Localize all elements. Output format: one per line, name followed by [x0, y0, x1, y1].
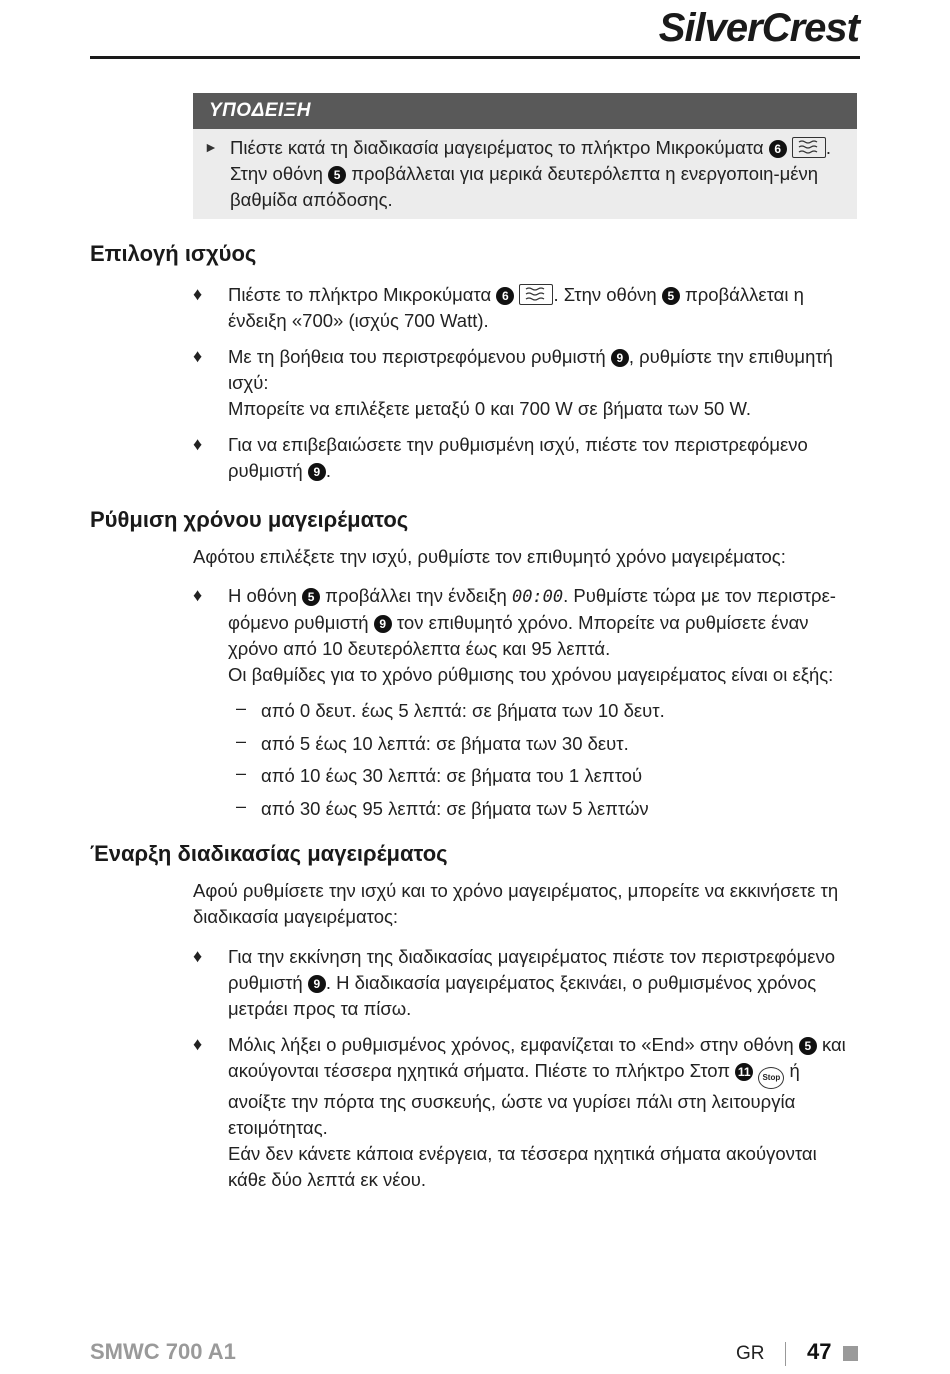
- part-number-badge: 5: [799, 1037, 817, 1055]
- microwave-key-icon: [519, 284, 553, 305]
- part-number-badge: 6: [496, 287, 514, 305]
- part-number-badge: 11: [735, 1063, 753, 1081]
- footer-square-icon: [843, 1346, 858, 1361]
- note-title: ΥΠΟΔΕΙΞΗ: [193, 93, 857, 129]
- display-readout: 00:00: [511, 587, 564, 607]
- header-rule: [90, 56, 860, 59]
- list-item: από 30 έως 95 λεπτά: σε βήματα των 5 λεπτών: [261, 798, 649, 819]
- footer-divider: [785, 1342, 786, 1366]
- part-number-badge: 9: [308, 975, 326, 993]
- arrow-bullet-icon: ►: [204, 139, 218, 155]
- footer-model: SMWC 700 A1: [90, 1339, 236, 1364]
- part-number-badge: 9: [308, 463, 326, 481]
- list-item: από 0 δευτ. έως 5 λεπτά: σε βήματα των 10 δευτ.: [261, 700, 665, 721]
- section-intro: Αφού ρυθμίσετε την ισχύ και το χρόνο μαγειρέματος, μπορείτε να εκκινήσετε τη διαδικασία μαγειρέματος:: [193, 880, 839, 927]
- dash-bullet-icon: –: [236, 731, 247, 751]
- part-number-badge: 5: [662, 287, 680, 305]
- section-heading-power: Επιλογή ισχύος: [90, 241, 257, 266]
- diamond-bullet-icon: ♦: [193, 946, 203, 966]
- diamond-bullet-icon: ♦: [193, 1034, 203, 1054]
- list-item: Πιέστε το πλήκτρο Μικροκύματα 6 . Στην οθόνη 5 προβάλλεται η ένδειξη «700» (ισχύς 700 Watt).: [228, 284, 804, 331]
- note-box: [193, 93, 857, 219]
- brand-logo: SilverCrest: [658, 6, 859, 50]
- microwave-key-icon: [792, 137, 826, 158]
- list-item: από 5 έως 10 λεπτά: σε βήματα των 30 δευτ.: [261, 733, 629, 754]
- list-item: Για να επιβεβαιώσετε την ρυθμισμένη ισχύ, πιέστε τον περιστρεφόμενο ρυθμιστή 9 .: [228, 434, 808, 481]
- list-item: Για την εκκίνηση της διαδικασίας μαγειρέματος πιέστε τον περιστρεφόμενο ρυθμιστή 9 . Η διαδικασία μαγειρέματος ξεκινάει, ο ρυθμισμένος χρόνος μετράει προς τα πίσω.: [228, 946, 836, 1019]
- stop-key-icon: Stop: [758, 1067, 784, 1089]
- section-heading-cooking-time: Ρύθμιση χρόνου μαγειρέματος: [90, 507, 409, 532]
- diamond-bullet-icon: ♦: [193, 284, 203, 304]
- dash-bullet-icon: –: [236, 796, 247, 816]
- part-number-badge: 9: [611, 349, 629, 367]
- list-item: Μόλις λήξει ο ρυθμισμένος χρόνος, εμφανίζεται το «End» στην οθόνη 5 και ακούγονται τέσσερα ηχητικά σήματα. Πιέστε το πλήκτρο Στοπ 11 Stop ή ανοίξτε την πόρτα της συσκευής, ώστε να γυρίσει πάλι στη λειτουργία ετοιμότητας. Εάν δεν κάνετε κάποια ενέργεια, τα τέσσερα ηχητικά σήματα ακούγονται κάθε δύο λεπτά εκ νέου.: [228, 1034, 846, 1190]
- diamond-bullet-icon: ♦: [193, 346, 203, 366]
- page-number: 47: [807, 1339, 832, 1364]
- list-item: Η οθόνη 5 προβάλλει την ένδειξη 00:00. Ρυθμίστε τώρα με τον περιστρε-φόμενο ρυθμιστή 9 τον επιθυμητό χρόνο. Μπορείτε να ρυθμίσετε έναν χρόνο από 10 δευτερόλεπτα έως και 95 λεπτά. Οι βαθμίδες για το χρόνο ρύθμισης του χρόνου μαγειρέματος είναι οι εξής:: [228, 585, 836, 685]
- note-text: Πιέστε κατά τη διαδικασία μαγειρέματος το πλήκτρο Μικροκύματα 6 . Στην οθόνη 5 προβάλλεται για μερικά δευτερόλεπτα η ενεργοποιη-μένη βαθμίδα απόδοσης.: [230, 137, 831, 210]
- diamond-bullet-icon: ♦: [193, 585, 203, 605]
- list-item: από 10 έως 30 λεπτά: σε βήματα του 1 λεπτού: [261, 765, 643, 786]
- list-item: Με τη βοήθεια του περιστρεφόμενου ρυθμιστή 9 , ρυθμίστε την επιθυμητή ισχύ: Μπορείτε να επιλέξετε μεταξύ 0 και 700 W σε βήματα των 50 W.: [228, 346, 833, 419]
- dash-bullet-icon: –: [236, 698, 247, 718]
- section-heading-start-cooking: Έναρξη διαδικασίας μαγειρέματος: [90, 841, 448, 866]
- footer-language: GR: [736, 1343, 765, 1364]
- dash-bullet-icon: –: [236, 763, 247, 783]
- diamond-bullet-icon: ♦: [193, 434, 203, 454]
- part-number-badge: 6: [769, 140, 787, 158]
- part-number-badge: 5: [328, 166, 346, 184]
- part-number-badge: 9: [374, 615, 392, 633]
- part-number-badge: 5: [302, 588, 320, 606]
- section-intro: Αφότου επιλέξετε την ισχύ, ρυθμίστε τον επιθυμητό χρόνο μαγειρέματος:: [193, 546, 786, 567]
